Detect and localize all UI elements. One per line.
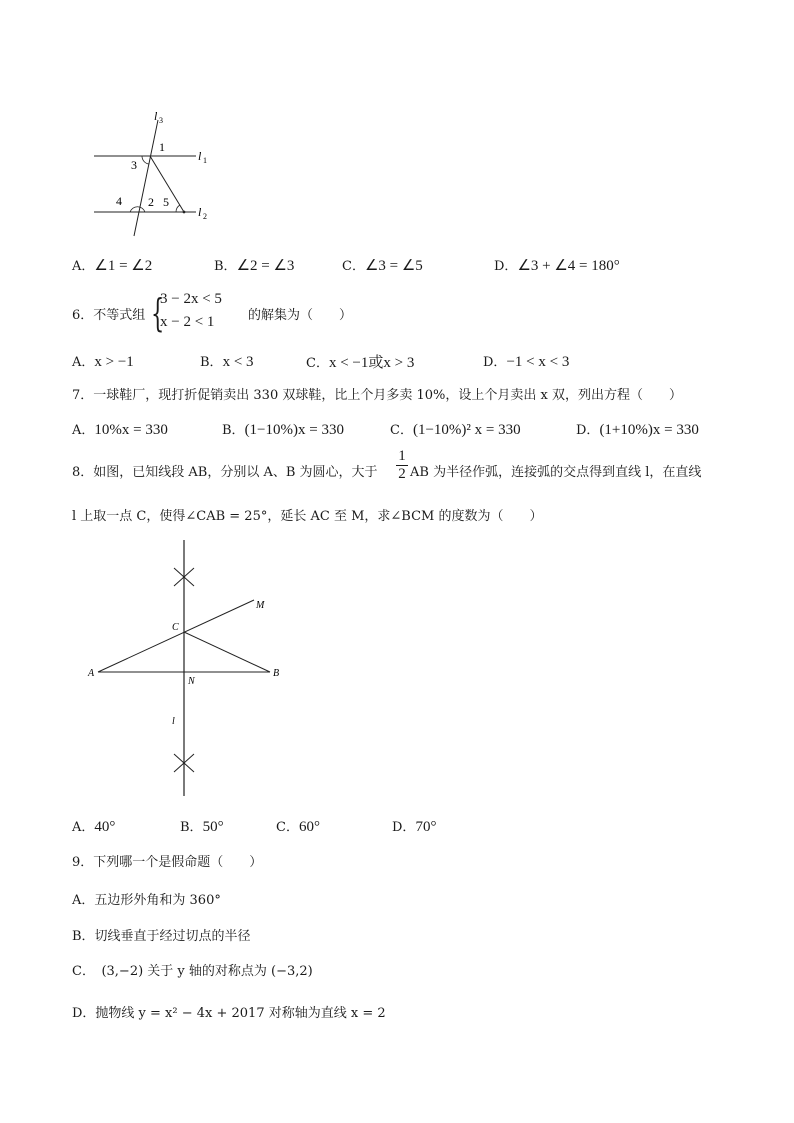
line-l3 — [134, 120, 158, 236]
q8-option-d[interactable]: D．70° — [392, 819, 437, 835]
label-M: M — [256, 600, 265, 611]
q5-option-c[interactable]: C．∠3 = ∠5 — [342, 258, 423, 274]
angle-arc-4 — [130, 207, 145, 212]
q8-option-b[interactable]: B．50° — [180, 819, 224, 835]
label-l2-sub: 2 — [203, 212, 207, 221]
label-A: A — [88, 668, 95, 679]
label-l1: l — [198, 149, 202, 163]
q5-option-b[interactable]: B．∠2 = ∠3 — [214, 258, 295, 274]
segment-AM — [98, 600, 254, 672]
label-angle-2: 2 — [148, 195, 154, 209]
point-marker — [183, 211, 186, 214]
label-angle-3: 3 — [131, 158, 137, 172]
q6-brace: { — [151, 291, 165, 335]
q7-option-d[interactable]: D．(1+10%)x = 330 — [576, 422, 699, 438]
label-N: N — [188, 676, 195, 687]
q9-option-b[interactable]: B．切线垂直于经过切点的半径 — [72, 929, 251, 944]
q8-option-a[interactable]: A．40° — [72, 819, 116, 835]
angle-arc-3 — [142, 156, 149, 164]
q7-option-b[interactable]: B．(1−10%)x = 330 — [222, 422, 344, 438]
label-angle-4: 4 — [116, 194, 122, 208]
q5-option-a[interactable]: A．∠1 = ∠2 — [72, 258, 153, 274]
q6-inequality-1: 3 − 2x < 5 — [160, 291, 222, 307]
parallel-lines-figure — [88, 104, 228, 239]
label-l: l — [172, 716, 175, 727]
q8-stem-line1-a: 8．如图，已知线段 AB，分别以 A、B 为圆心，大于 — [72, 465, 378, 480]
q7-option-c[interactable]: C．(1−10%)² x = 330 — [390, 422, 521, 438]
label-l3-sub: 3 — [159, 116, 163, 125]
q6-inequality-2: x − 2 < 1 — [160, 314, 215, 330]
fraction-denominator: 2 — [398, 466, 406, 482]
q6-option-a[interactable]: A．x > −1 — [72, 354, 134, 370]
q9-option-c[interactable]: C． (3,−2) 关于 y 轴的对称点为 (−3,2) — [72, 964, 313, 979]
q9-option-a[interactable]: A．五边形外角和为 360° — [72, 893, 221, 908]
q9-option-d[interactable]: D．抛物线 y = x² − 4x + 2017 对称轴为直线 x = 2 — [72, 1006, 386, 1021]
q8-option-c[interactable]: C．60° — [276, 819, 320, 835]
q6-option-c[interactable]: C．x < −1或x > 3 — [306, 355, 415, 371]
label-l1-sub: 1 — [203, 156, 207, 165]
label-l2: l — [198, 205, 202, 219]
q5-option-d[interactable]: D．∠3 + ∠4 = 180° — [494, 258, 620, 274]
label-angle-1: 1 — [159, 140, 165, 154]
label-B: B — [273, 668, 280, 679]
q6-option-b[interactable]: B．x < 3 — [200, 354, 254, 370]
q8-stem-line2: l 上取一点 C，使得∠CAB = 25°，延长 AC 至 M，求∠BCM 的度数为（ ） — [72, 509, 543, 524]
label-angle-5: 5 — [163, 195, 169, 209]
q7-option-a[interactable]: A．10%x = 330 — [72, 422, 168, 438]
q6-prefix: 6．不等式组 — [72, 308, 146, 323]
segment-CB — [184, 632, 270, 672]
angle-arc-5 — [176, 205, 180, 212]
label-l3: l — [154, 109, 158, 123]
q6-suffix: 的解集为（ ） — [248, 308, 353, 323]
q6-option-d[interactable]: D．−1 < x < 3 — [483, 354, 570, 370]
q8-stem-line1-b: AB 为半径作弧，连接弧的交点得到直线 l，在直线 — [410, 465, 702, 480]
fraction-numerator: 1 — [398, 448, 406, 464]
q9-stem: 9．下列哪一个是假命题（ ） — [72, 855, 263, 870]
perpendicular-bisector-figure — [80, 538, 300, 798]
q8-fraction — [396, 449, 408, 483]
label-C: C — [172, 622, 179, 633]
q7-stem: 7．一球鞋厂，现打折促销卖出 330 双球鞋，比上个月多卖 10%，设上个月卖出 x 双，列出方程（ ） — [72, 388, 682, 403]
